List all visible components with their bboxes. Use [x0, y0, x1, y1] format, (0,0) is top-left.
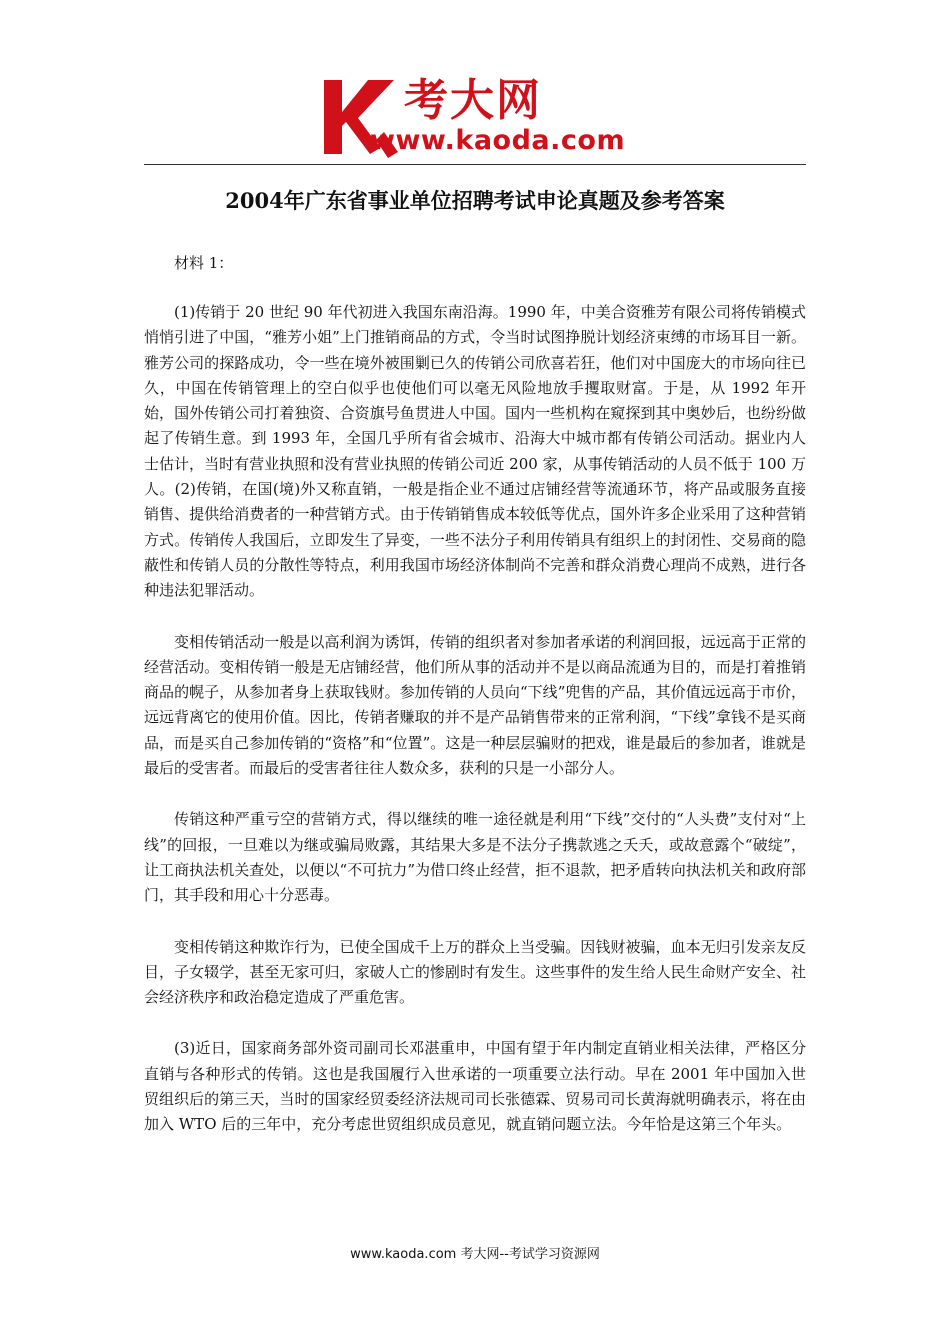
- page-footer: www.kaoda.com 考大网--考试学习资源网: [350, 1247, 600, 1262]
- header-divider: [144, 164, 806, 165]
- paragraph-3: 传销这种严重亏空的营销方式，得以继续的唯一途径就是利用“下线”交付的“人头费”支付对“上线”的回报，一旦难以为继或骗局败露，其结果大多是不法分子携款逃之夭夭，或故意露个“破绽”，让工商执法机关查处，以便以“不可抗力”为借口终止经营，拒不退款，把矛盾转向执法机关和政府部门，其手段和用心十分恶毒。: [144, 810, 806, 905]
- paragraph-1: (1)传销于 20 世纪 90 年代初进入我国东南沿海。1990 年，中美合资雅芳有限公司将传销模式悄悄引进了中国，“雅芳小姐”上门推销商品的方式，令当时试图挣脱计划经济束缚的市场耳目一新。雅芳公司的探路成功，令一些在境外被围剿已久的传销公司欣喜若狂，他们对中国庞大的市场向往已久，中国在传销管理上的空白似乎也使他们可以毫无风险地放手攫取财富。于是，从 1992 年开始，国外传销公司打着独资、合资旗号鱼贯进人中国。国内一些机构在窥探到其中奥妙后，也纷纷做起了传销生意。到 1993 年，全国几乎所有省会城市、沿海大中城市都有传销公司活动。据业内人士估计，当时有营业执照和没有营业执照的传销公司近 200 家，从事传销活动的人员不低于 100 万人。(2)传销，在国(境)外又称直销，一般是指企业不通过店铺经营等流通环节，将产品或服务直接销售、提供给消费者的一种营销方式。由于传销销售成本较低等优点，国外许多企业采用了这种营销方式。传销传人我国后，立即发生了异变，一些不法分子利用传销具有组织上的封闭性、交易商的隐蔽性和传销人员的分散性等特点，利用我国市场经济体制尚不完善和群众消费心理尚不成熟，进行各种违法犯罪活动。: [144, 303, 806, 600]
- logo-url: www.kaoda.com: [370, 125, 626, 156]
- material-label: 材料 1：: [174, 254, 234, 272]
- document-body: [144, 250, 806, 1164]
- paragraph-5: (3)近日，国家商务部外资司副司长邓湛重申，中国有望于年内制定直销业相关法律，严格区分直销与各种形式的传销。这也是我国履行入世承诺的一项重要立法行动。早在 2001 年中国加入世贸组织后的第三天，当时的国家经贸委经济法规司司长张德霖、贸易司司长黄海就明确表示，将在由加入 WTO 后的三年中，充分考虑世贸组织成员意见，就直销问题立法。今年恰是这第三个年头。: [144, 1039, 806, 1134]
- paragraph-2: 变相传销活动一般是以高利润为诱饵，传销的组织者对参加者承诺的利润回报，远远高于正常的经营活动。变相传销一般是无店铺经营，他们所从事的活动并不是以商品流通为目的，而是打着推销商品的幌子，从参加者身上获取钱财。参加传销的人员向“下线”兜售的产品，其价值远远高于市价，远远背离它的使用价值。因比，传销者赚取的并不是产品销售带来的正常利润，“下线”拿钱不是买商品，而是买自己参加传销的“资格”和“位置”。这是一种层层骗财的把戏，谁是最后的参加者，谁就是最后的受害者。而最后的受害者往往人数众多，获利的只是一小部分人。: [144, 632, 806, 778]
- page-title: 2004年广东省事业单位招聘考试申论真题及参考答案: [225, 188, 725, 213]
- logo-title: 考大网: [404, 75, 542, 126]
- kaoda-logo[interactable]: [318, 74, 648, 158]
- paragraph-4: 变相传销这种欺诈行为，已使全国成千上万的群众上当受骗。因钱财被骗，血本无归引发亲友反目，子女辍学，甚至无家可归，家破人亡的惨剧时有发生。这些事件的发生给人民生命财产安全、社会经济秩序和政治稳定造成了严重危害。: [144, 937, 806, 1007]
